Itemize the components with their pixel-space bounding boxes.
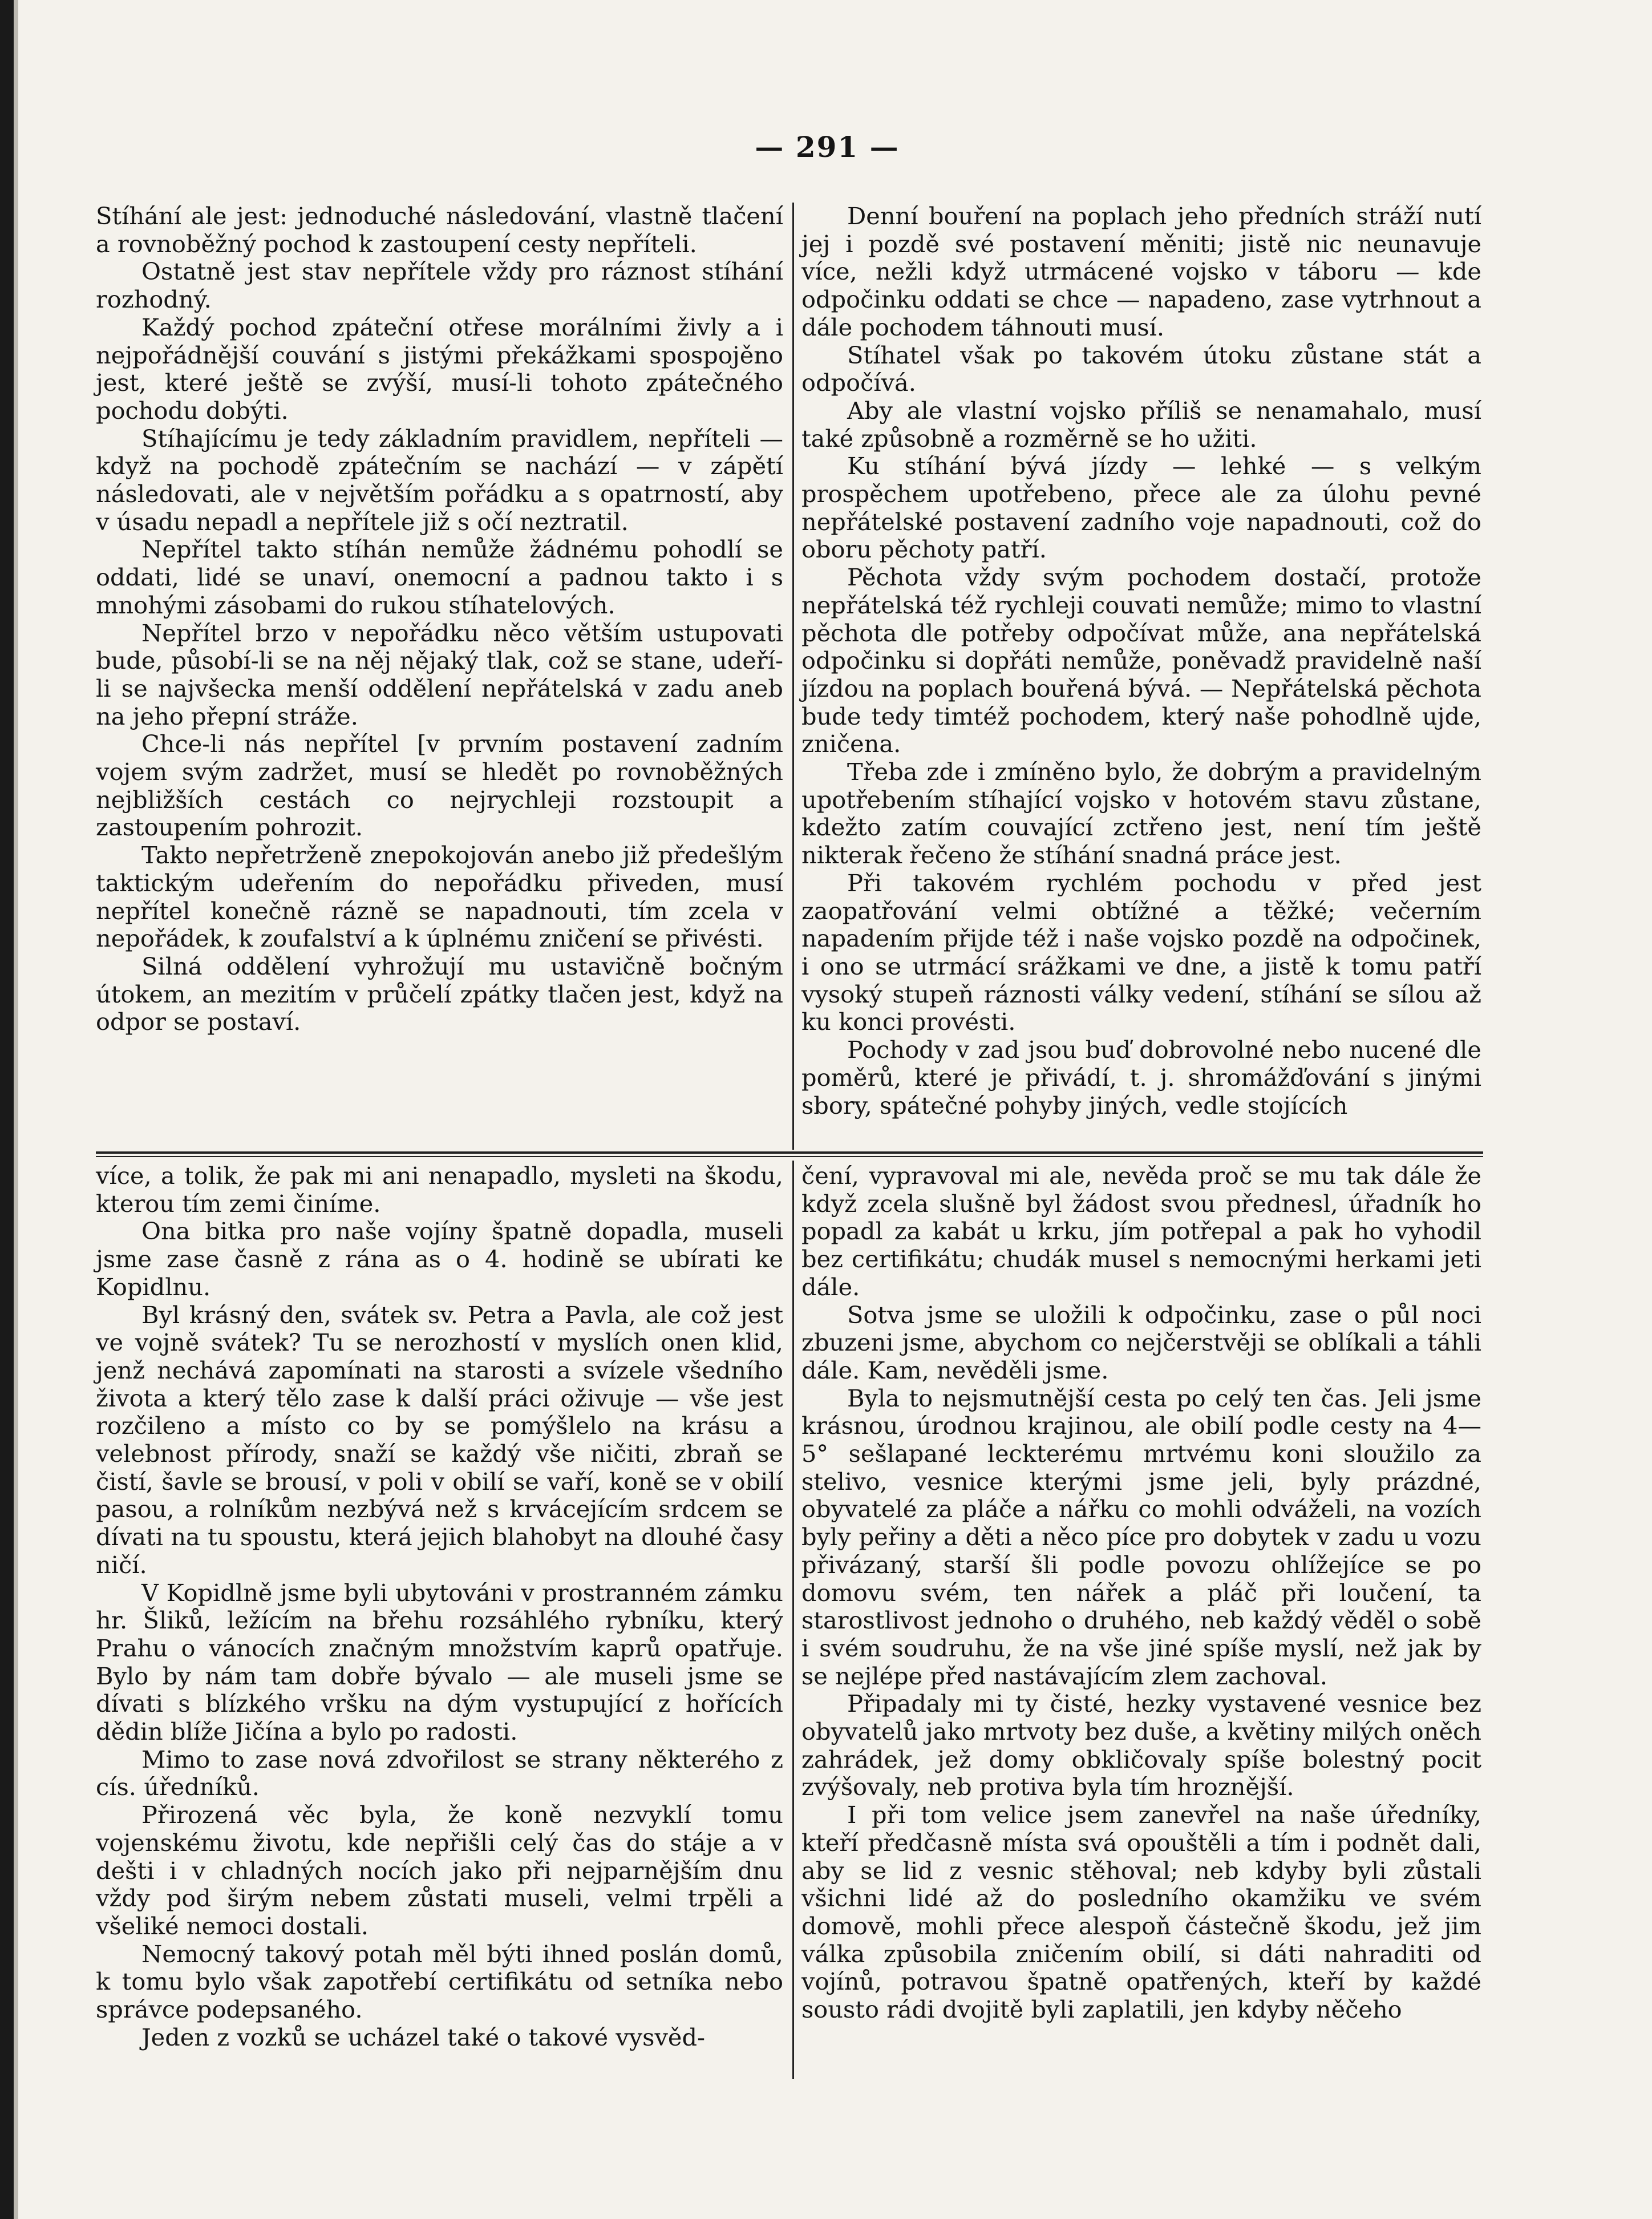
paragraph: Při takovém rychlém pochodu v před jest zaopatřování velmi obtížné a těžké; večerním napadením přijde též i naše vojsko pozdě na odpočinek, i ono se utrmácí srážkami ve dne, a jistě k tomu patří vysoký stupeň ráznosti války vedení, stíhání se sílou až ku konci provésti. xyxy=(801,868,1481,1036)
paragraph: více, a tolik, že pak mi ani nenapadlo, mysleti na škodu, kterou tím zemi činíme. xyxy=(96,1162,783,1218)
column-divider-top xyxy=(792,203,794,1150)
paragraph: Sotva jsme se uložili k odpočinku, zase o půl noci zbuzeni jsme, abychom co nejčerstvěji se oblíkali a táhli dále. Kam, nevěděli jsme. xyxy=(801,1300,1481,1384)
paragraph: Stíhání ale jest: jednoduché následování, vlastně tlačení a rovnoběžný pochod k zastoupení cesty nepříteli. xyxy=(96,202,783,258)
paragraph: Ona bitka pro naše vojíny špatně dopadla, museli jsme zase časně z rána as o 4. hodině se ubírati ke Kopidlnu. xyxy=(96,1217,783,1301)
paragraph: Každý pochod zpáteční otřese morálními živly a i nejpořádnější couvání s jistými překážkami spospojěno jest, které ještě se zvýší, musí-li tohoto zpátečného pochodu dobýti. xyxy=(96,313,783,425)
paragraph: Ostatně jest stav nepřítele vždy pro ráznost stíhání rozhodný. xyxy=(96,257,783,314)
paragraph: Byla to nejsmutnější cesta po celý ten čas. Jeli jsme krásnou, úrodnou krajinou, ale obilí podle cesty na 4—5° sešlapané leckterému mrtvému koni sloužilo za stelivo, vesnice kterými jsme jeli, byly prázdné, obyvatelé za pláče a nářku co mohli odváželi, na vozích byly peřiny a děti a něco píce pro dobytek v zadu u vozu přivázaný, starší šli podle povozu ohlížejíce se po domovu svém, ten nářek a pláč při loučení, ta starostlivost jednoho o druhého, neb každý věděl o sobě i svém soudruhu, že na vše jiné spíše myslí, než jak by se nejlépe před nastávajícím zlem zachoval. xyxy=(801,1384,1481,1690)
paragraph: Aby ale vlastní vojsko příliš se nenamahalo, musí také způsobně a rozměrně se ho užiti. xyxy=(801,396,1481,452)
paragraph: Silná oddělení vyhrožují mu ustavičně bočným útokem, an mezitím v průčelí zpátky tlačen jest, když na odpor se postaví. xyxy=(96,952,783,1036)
paragraph: čení, vypravoval mi ale, nevěda proč se mu tak dále že když zcela slušně byl žádost svou přednesl, úřadník ho popadl za kabát u krku, jím potřepal a pak ho vyhodil bez certifikátu; chudák musel s nemocnými herkami jeti dále. xyxy=(801,1162,1481,1301)
paragraph: Chce-li nás nepřítel [v prvním postavení zadním vojem svým zadržet, musí se hledět po rovnoběžných nejbližších cestách co nejrychleji rozstoupit a zastoupením pohrozit. xyxy=(96,730,783,842)
paragraph: Nepřítel takto stíhán nemůže žádnému pohodlí se oddati, lidé se unaví, onemocní a padnou takto i s mnohými zásobami do rukou stíhatelových. xyxy=(96,535,783,619)
column-top-right xyxy=(801,203,1481,1119)
column-bottom-left xyxy=(96,1162,783,2052)
book-spine-shadow xyxy=(0,0,14,2219)
paragraph: Přirozená věc byla, že koně nezvyklí tomu vojenskému životu, kde nepřišli celý čas do stáje a v dešti i v chladných nocích jako při nejparnějším dnu vždy pod širým nebem zůstati museli, velmi trpěli a všeliké nemoci dostali. xyxy=(96,1801,783,1940)
paragraph: I při tom velice jsem zanevřel na naše úředníky, kteří předčasně místa svá opouštěli a tím i podnět dali, aby se lid z vesnic stěhoval; neb kdyby byli zůstali všichni lidé až do posledního okamžiku ve svém domově, mohli přece alespoň částečně škodu, jež jim válka způsobila zničením obilí, si dáti nahraditi od vojínů, potravou špatně opatřených, kteří by každé sousto rádi dvojitě byli zaplatili, jen kdyby něčeho xyxy=(801,1801,1481,2024)
section-separator-rule-thin xyxy=(96,1156,1483,1157)
section-separator-rule xyxy=(96,1151,1483,1154)
paragraph: Třeba zde i zmíněno bylo, že dobrým a pravidelným upotřebením stíhající vojsko v hotovém stavu zůstane, kdežto zatím couvající zctřeno jest, není tím ještě nikterak řečeno že stíhání snadná práce jest. xyxy=(801,758,1481,870)
paragraph: Denní bouření na poplach jeho předních stráží nutí jej i pozdě své postavení měniti; jistě nic neunavuje více, nežli když utrmácené vojsko v táboru — kde odpočinku oddati se chce — napadeno, zase vytrhnout a dále pochodem táhnouti musí. xyxy=(801,202,1481,341)
paragraph: Mimo to zase nová zdvořilost se strany některého z cís. úředníků. xyxy=(96,1745,783,1801)
paragraph: Byl krásný den, svátek sv. Petra a Pavla, ale což jest ve vojně svátek? Tu se nerozhostí v myslích onen klid, jenž nechává zapomínati na starosti a svízele všedního života a který tělo zase k další práci oživuje — vše jest rozčileno a místo co by se pomýšlelo na krásu a velebnost přírody, snaží se každý vše ničiti, zbraň se čistí, šavle se brousí, v poli v obilí se vaří, koně se v obilí pasou, a rolníkům nezbývá než s krvácejícím srdcem se dívati na tu spoustu, která jejich blahobyt na dlouhé časy ničí. xyxy=(96,1300,783,1579)
page-number: — 291 — xyxy=(755,130,900,164)
column-top-left xyxy=(96,203,783,1036)
paragraph: V Kopidlně jsme byli ubytováni v prostranném zámku hr. Šliků, ležícím na břehu rozsáhlého rybníku, který Prahu o vánocích značným množstvím kaprů opatřuje. Bylo by nám tam dobře bývalo — ale museli jsme se dívati s blízkého vršku na dým vystupující z hořících dědin blíže Jičína a bylo po radosti. xyxy=(96,1578,783,1746)
paragraph: Nemocný takový potah měl býti ihned poslán domů, k tomu bylo však zapotřebí certifikátu od setníka nebo správce podepsaného. xyxy=(96,1939,783,2024)
paragraph: Pěchota vždy svým pochodem dostačí, protože nepřátelská též rychleji couvati nemůže; mimo to vlastní pěchota dle potřeby odpočívat může, ana nepřátelská odpočinku si dopřáti nemůže, poněvadž pravidelně naší jízdou na poplach bouřená bývá. — Nepřátelská pěchota bude tedy timtéž pochodem, který naše pohodlně ujde, zničena. xyxy=(801,563,1481,758)
column-bottom-right xyxy=(801,1162,1481,2024)
paragraph: Pochody v zad jsou buď dobrovolné nebo nucené dle poměrů, které je přivádí, t. j. shromážďování s jinými sbory, spátečné pohyby jiných, vedle stojících xyxy=(801,1036,1481,1119)
column-divider-bottom xyxy=(792,1161,794,2079)
book-spine-edge xyxy=(14,0,18,2219)
paragraph: Nepřítel brzo v nepořádku něco větším ustupovati bude, působí-li se na něj nějaký tlak, což se stane, udeří-li se najvšecka menší oddělení nepřátelská v zadu aneb na jeho přepní stráže. xyxy=(96,619,783,730)
paragraph: Připadaly mi ty čisté, hezky vystavené vesnice bez obyvatelů jako mrtvoty bez duše, a květiny milých oněch zahrádek, jež domy obkličovaly spíše bolestný pocit zvýšovaly, neb protiva byla tím hroznější. xyxy=(801,1689,1481,1801)
paragraph: Ku stíhání bývá jízdy — lehké — s velkým prospěchem upotřebeno, přece ale za úlohu pevné nepřátelské postavení zadního voje napadnouti, což do oboru pěchoty patří. xyxy=(801,452,1481,564)
paragraph: Jeden z vozků se ucházel také o takové vysvěd- xyxy=(141,2023,706,2051)
paragraph: Stíhajícímu je tedy základním pravidlem, nepříteli — když na pochodě zpátečním se nachází — v zápětí následovati, ale v největším pořádku a s opatrností, aby v úsadu nepadl a nepřítele již s očí neztratil. xyxy=(96,424,783,536)
paragraph: Takto nepřetrženě znepokojován anebo již předešlým taktickým udeřením do nepořádku přiveden, musí nepřítel konečně rázně se napadnouti, tím zcela v nepořádek, k zoufalství a k úplnému zničení se přivésti. xyxy=(96,841,783,953)
paragraph: Stíhatel však po takovém útoku zůstane stát a odpočívá. xyxy=(801,341,1481,397)
